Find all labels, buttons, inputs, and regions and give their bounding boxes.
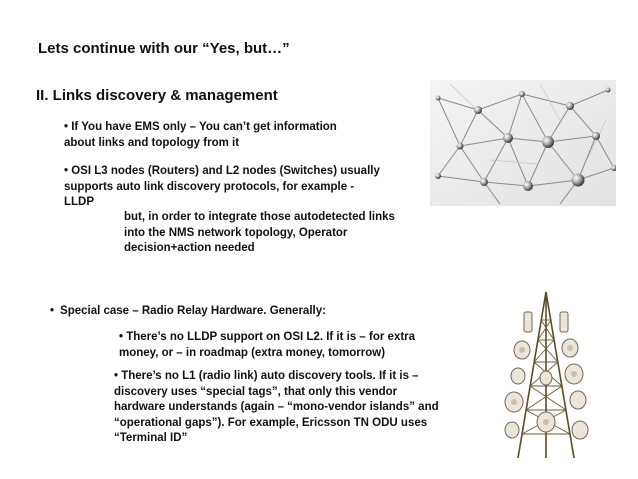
bullet-no-l1 <box>114 369 439 447</box>
bullet-osi-line-1: • OSI L3 nodes (Routers) and L2 nodes (Switches) usually <box>64 165 380 177</box>
integrate-line-2: into the NMS network topology, Operator <box>124 226 348 239</box>
bullet-ems-line-1: • If You have EMS only – You can’t get information <box>64 121 337 133</box>
no-l1-line-1: • There’s no L1 (radio link) auto discovery tools. If it is – <box>114 370 419 382</box>
no-l1-line-2: discovery uses “special tags”, that only this vendor <box>114 385 398 398</box>
bullet-special-case <box>50 304 326 320</box>
special-case-text: Special case – Radio Relay Hardware. Generally: <box>60 305 326 317</box>
bullet-osi-line-2: supports auto link discovery protocols, for example - <box>64 180 355 193</box>
integrate-line-3: decision+action needed <box>124 242 255 254</box>
bullet-no-lldp <box>119 330 415 361</box>
no-l1-line-5: “Terminal ID” <box>114 432 188 444</box>
slide-title: Lets continue with our “Yes, but…” <box>38 40 290 57</box>
bullet-marker: • <box>50 305 55 317</box>
bullet-ems-line-2: about links and topology from it <box>64 136 240 149</box>
no-l1-line-4: “operational gaps”). For example, Ericsson TN ODU uses <box>114 416 428 429</box>
radio-tower-image <box>494 290 598 458</box>
bullet-osi-line-3: LLDP <box>64 196 95 208</box>
no-lldp-line-2: money, or – in roadmap (extra money, tomorrow) <box>119 346 386 359</box>
bullet-ems-only <box>64 120 337 151</box>
no-lldp-line-1: • There’s no LLDP support on OSI L2. If it is – for extra <box>119 331 416 343</box>
section-heading: II. Links discovery & management <box>36 87 278 104</box>
bullet-osi-nodes <box>64 164 380 211</box>
integrate-line-1: but, in order to integrate those autodetected links <box>124 211 395 223</box>
integrate-note <box>124 210 395 257</box>
network-nodes-image <box>430 80 616 206</box>
no-l1-line-3: hardware understands (again – “mono-vendor islands” and <box>114 401 439 413</box>
